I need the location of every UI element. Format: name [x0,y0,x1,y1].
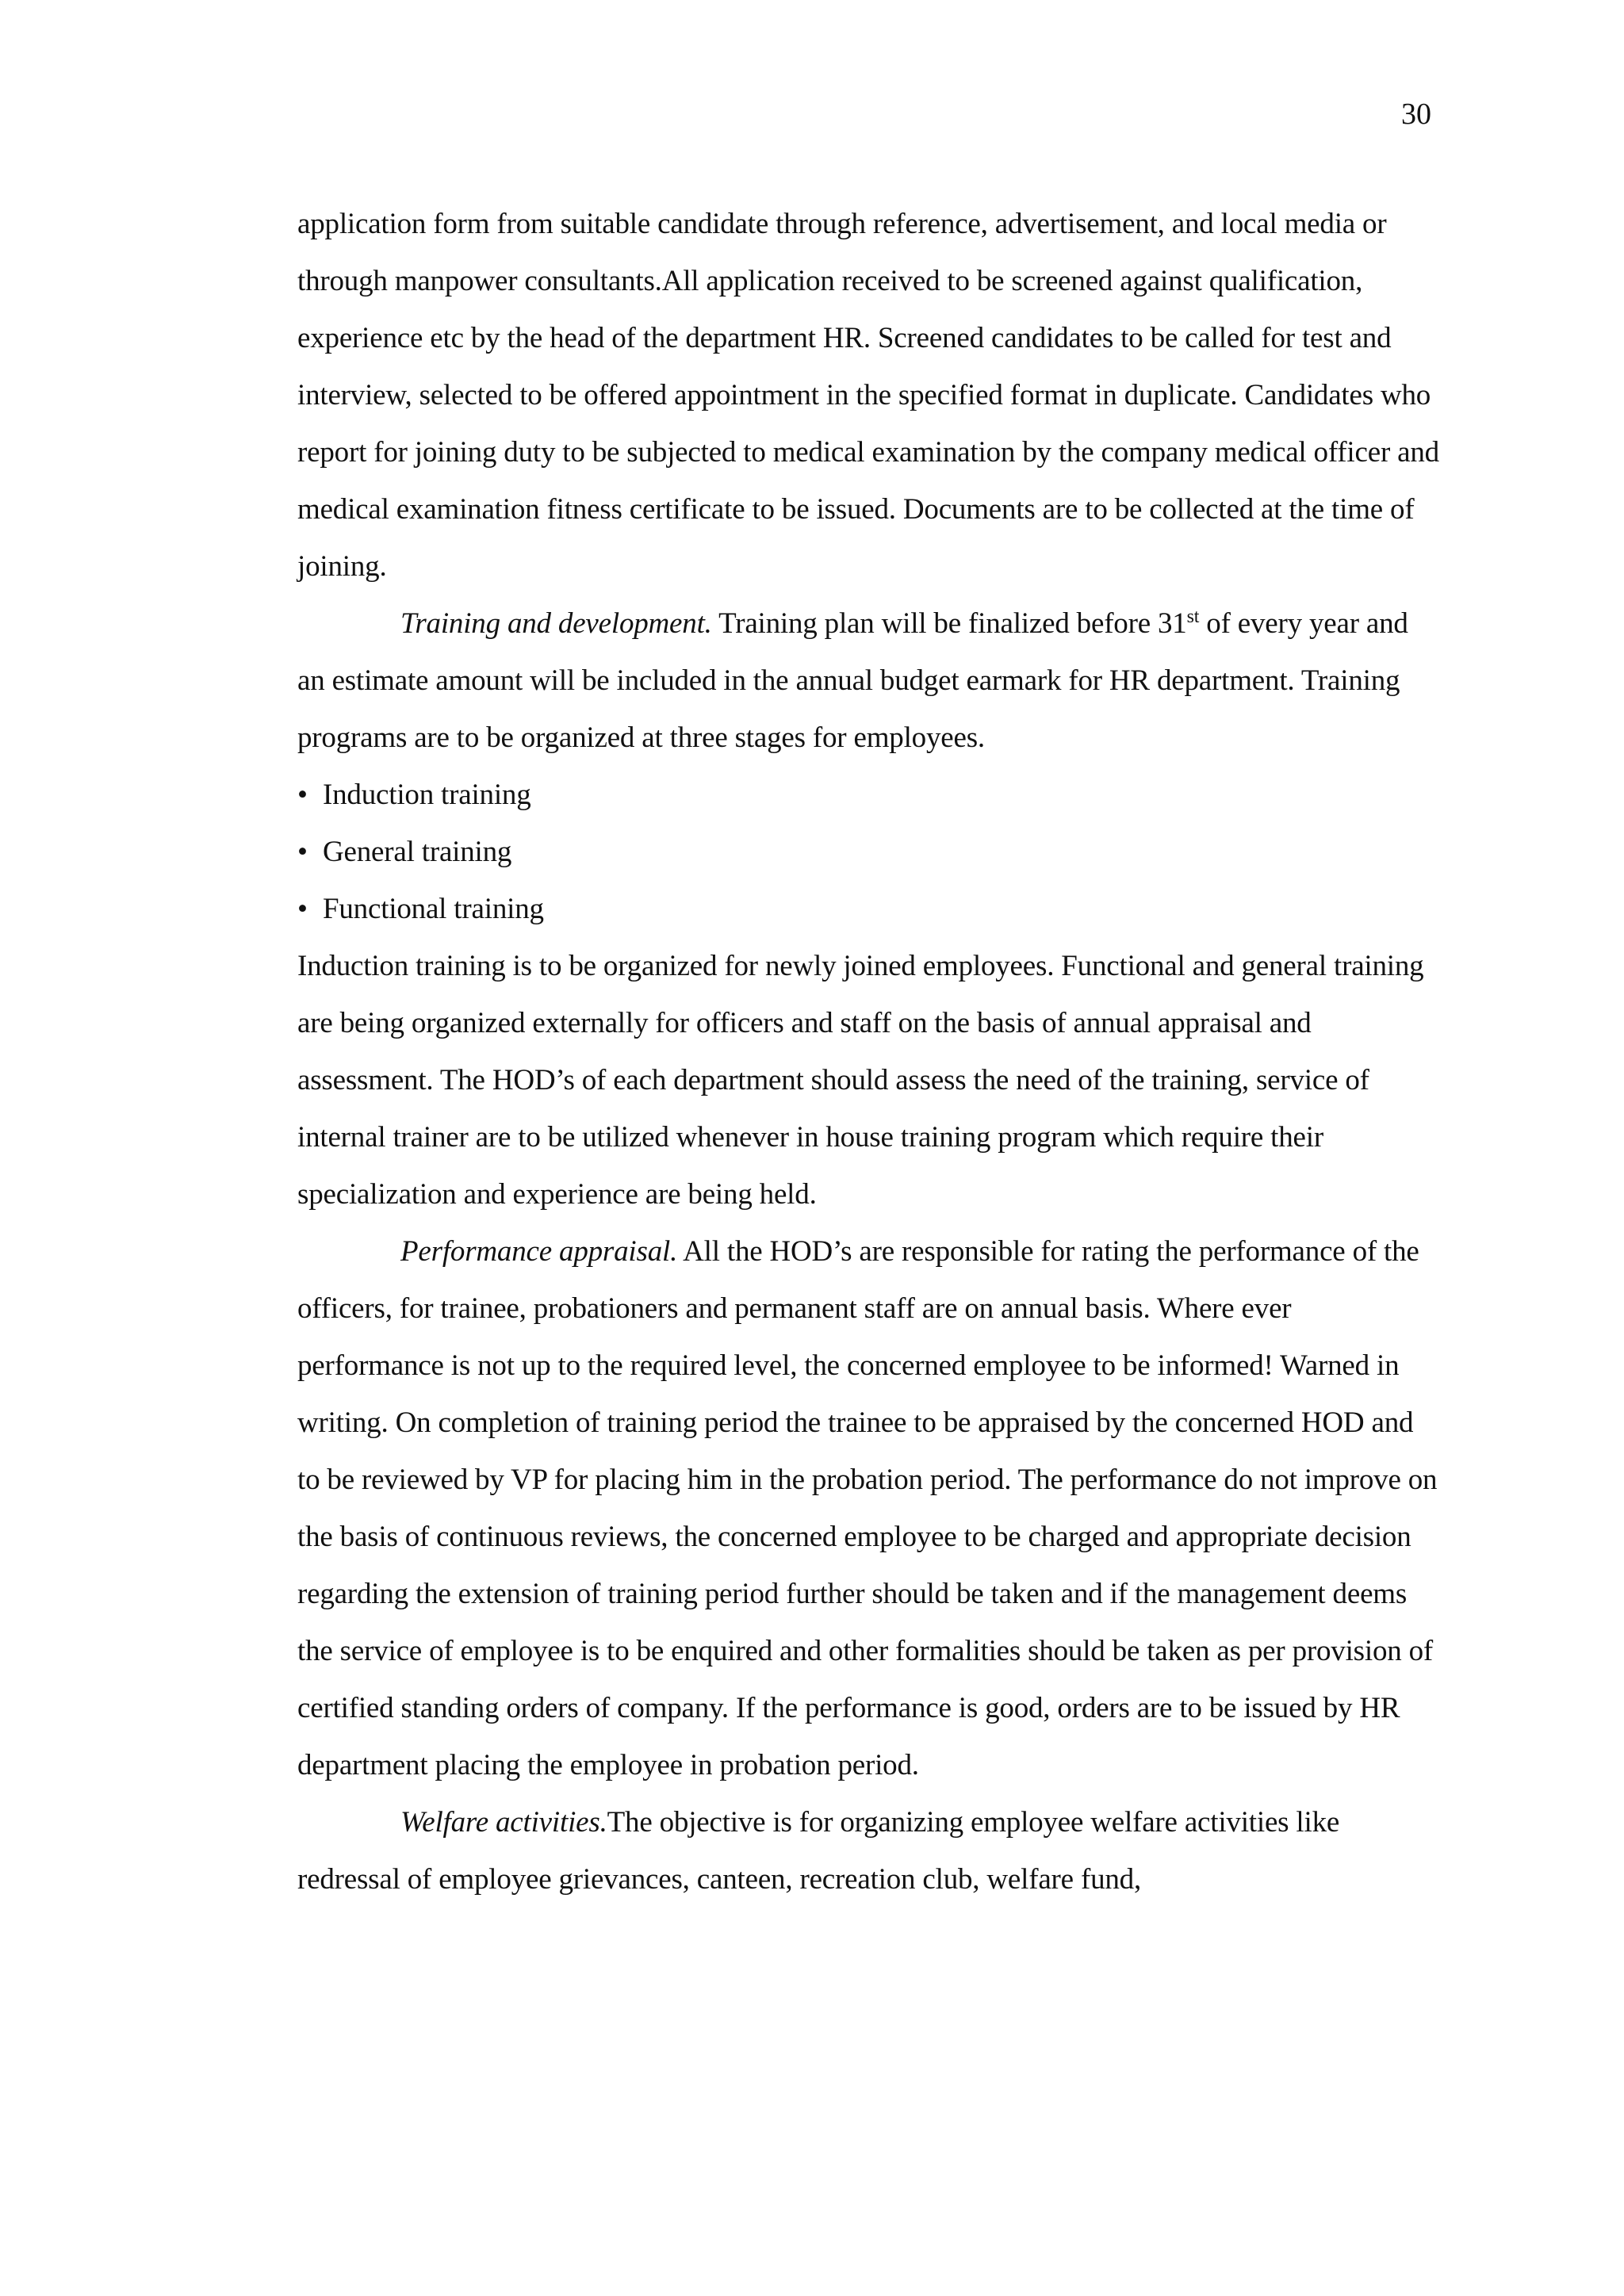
list-item: • Induction training [297,767,1439,824]
welfare-text: The objective is for organizing employee welfare activities like redressal of employee grievances, canteen, recreation club, welfare fund, [297,1806,1340,1896]
list-item: • General training [297,824,1439,881]
training-types-list [297,767,1439,938]
training-superscript: st [1186,607,1200,627]
list-item: • Functional training [297,881,1439,938]
training-details-paragraph: Induction training is to be organized for newly joined employees. Functional and general training are being organized externally for officers and staff on the basis of annual appraisal and assessment. The HOD’s of each department should assess the need of the training, service of internal trainer are to be utilized whenever in house training program which require their specialization and experience are being held. [297,950,1424,1211]
document-body [297,196,1439,1908]
training-paragraph [297,595,1439,767]
performance-paragraph [297,1223,1439,1794]
training-text-end: of every year and an estimate amount will be included in the annual budget earmark for HR department. Training programs are to be organized at three stages for employees. [297,607,1408,754]
welfare-paragraph [297,1794,1439,1908]
training-text-start: Training plan will be finalized before 31 [711,607,1187,640]
page-number: 30 [1401,98,1431,131]
performance-text: All the HOD’s are responsible for rating the performance of the officers, for trainee, probationers and permanent staff are on annual basis. Where ever performance is not up to the required level, the concerned employee to be informed! Warned in writing. On completion of training period the trainee to be appraised by the concerned HOD and to be reviewed by VP for placing him in the probation period. The performance do not improve on the basis of continuous reviews, the concerned employee to be charged and appropriate decision regarding the extension of training period further should be taken and if the management deems the service of employee is to be enquired and other formalities should be taken as per provision of certified standing orders of company. If the performance is good, orders are to be issued by HR department placing the employee in probation period. [297,1235,1438,1781]
performance-heading: Performance appraisal. [400,1235,678,1268]
welfare-heading: Welfare activities. [400,1806,607,1839]
training-heading: Training and development. [400,607,712,640]
recruitment-paragraph: application form from suitable candidate through reference, advertisement, and local media or through manpower consultants.All application received to be screened against qualification, experience etc by the head of the department HR. Screened candidates to be called for test and interview, selected to be offered appointment in the specified format in duplicate. Candidates who report for joining duty to be subjected to medical examination by the company medical officer and medical examination fitness certificate to be issued. Documents are to be collected at the time of joining. [297,208,1439,583]
